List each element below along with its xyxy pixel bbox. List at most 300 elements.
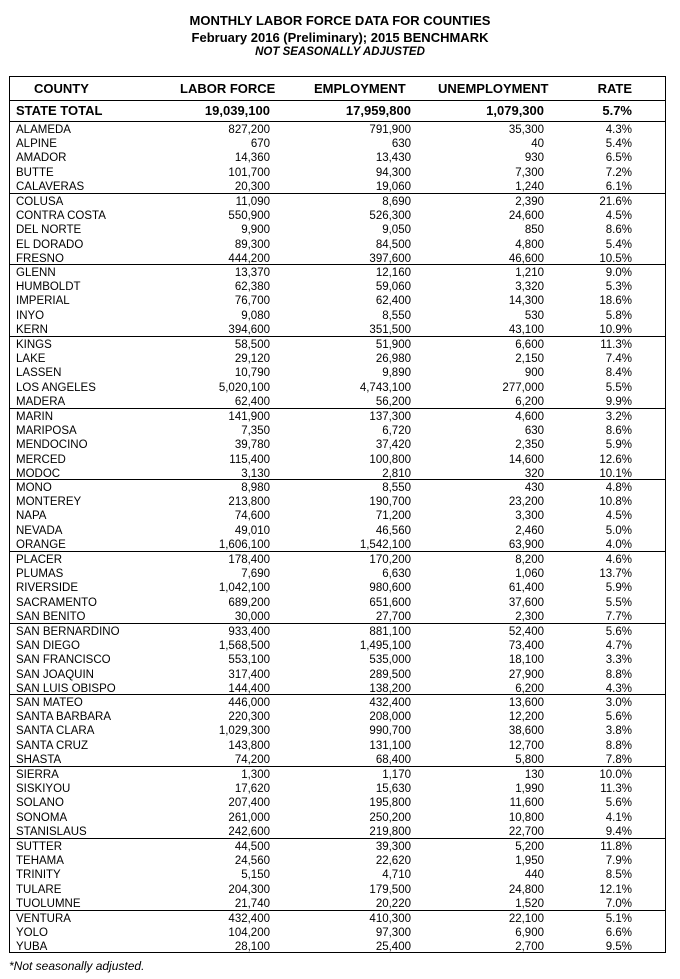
county-group	[10, 194, 665, 265]
employment-value: 46,560	[375, 524, 411, 537]
rate-value: 9.0%	[605, 267, 632, 279]
unemployment-value: 11,600	[509, 797, 544, 810]
county-name: LASSEN	[16, 367, 62, 380]
employment-value: 526,300	[369, 210, 411, 223]
county-name: STANISLAUS	[16, 825, 87, 838]
rate-value: 10.5%	[599, 252, 632, 265]
labor-force-value: 394,600	[228, 323, 270, 336]
employment-value: 59,060	[375, 281, 411, 294]
county-name: CALAVERAS	[16, 180, 85, 193]
rate-value: 10.9%	[599, 323, 632, 336]
employment-value: 15,630	[375, 783, 411, 796]
unemployment-value: 8,200	[515, 554, 544, 566]
table-row	[10, 238, 665, 252]
unemployment-value: 10,800	[508, 811, 544, 824]
labor-force-value: 13,370	[234, 267, 270, 279]
rate-value: 6.5%	[605, 152, 632, 165]
labor-force-value: 30,000	[234, 610, 270, 623]
employment-value: 1,170	[382, 769, 411, 781]
county-name: SUTTER	[16, 841, 62, 853]
county-name: GLENN	[16, 267, 56, 279]
county-name: PLUMAS	[16, 568, 64, 581]
employment-value: 94,300	[375, 166, 411, 179]
rate-value: 8.4%	[605, 367, 632, 380]
column-header-employment: EMPLOYMENT	[314, 81, 406, 96]
employment-value: 990,700	[369, 725, 411, 738]
unemployment-value: 5,200	[515, 841, 544, 853]
unemployment-value: 2,390	[515, 196, 544, 208]
labor-force-value: 689,200	[228, 596, 270, 609]
county-name: SACRAMENTO	[16, 596, 97, 609]
employment-value: 1,542,100	[359, 538, 411, 551]
county-name: NAPA	[16, 510, 47, 523]
table-row	[10, 395, 665, 409]
labor-force-value: 550,900	[228, 210, 270, 223]
rate-value: 6.1%	[605, 180, 632, 193]
county-name: SOLANO	[16, 797, 64, 810]
table-row	[10, 897, 665, 911]
county-name: VENTURA	[16, 913, 71, 925]
county-name: INYO	[16, 309, 45, 322]
table-row	[10, 653, 665, 667]
county-name: TULARE	[16, 883, 62, 896]
table-row	[10, 180, 665, 194]
unemployment-value: 37,600	[508, 596, 544, 609]
rate-value: 7.7%	[605, 610, 632, 623]
unemployment-value: 440	[524, 869, 544, 882]
rate-value: 4.3%	[605, 124, 632, 136]
labor-force-value: 8,980	[241, 482, 270, 494]
rate-value: 8.8%	[605, 668, 632, 681]
labor-force-value: 143,800	[228, 739, 270, 752]
state-total-rate: 5.7%	[602, 103, 632, 118]
unemployment-value: 61,400	[508, 582, 544, 595]
table-row	[10, 509, 665, 523]
table-row	[10, 840, 665, 854]
labor-force-value: 9,900	[241, 224, 270, 237]
employment-value: 535,000	[369, 654, 411, 667]
rate-value: 5.3%	[605, 281, 632, 294]
table-row	[10, 768, 665, 782]
table-row	[10, 381, 665, 395]
employment-value: 170,200	[369, 554, 411, 566]
labor-force-value: 5,020,100	[218, 381, 270, 394]
unemployment-value: 18,100	[508, 654, 544, 667]
labor-force-value: 24,560	[234, 855, 270, 868]
employment-value: 195,800	[369, 797, 411, 810]
table-row	[10, 868, 665, 882]
employment-value: 630	[391, 138, 411, 151]
county-name: ALAMEDA	[16, 124, 71, 136]
rate-value: 5.6%	[605, 626, 632, 638]
table-row	[10, 682, 665, 696]
employment-value: 4,710	[382, 869, 411, 882]
unemployment-value: 63,900	[508, 538, 544, 551]
rate-value: 5.8%	[605, 309, 632, 322]
unemployment-value: 2,350	[515, 439, 544, 452]
unemployment-value: 4,800	[515, 238, 544, 251]
rate-value: 5.4%	[605, 138, 632, 151]
table-row	[10, 338, 665, 352]
table-row	[10, 209, 665, 223]
county-name: FRESNO	[16, 252, 64, 265]
table-row	[10, 495, 665, 509]
table-row	[10, 137, 665, 151]
labor-force-value: 553,100	[228, 654, 270, 667]
employment-value: 179,500	[369, 883, 411, 896]
table-row	[10, 438, 665, 452]
unemployment-value: 24,800	[508, 883, 544, 896]
labor-force-value: 29,120	[234, 353, 270, 366]
unemployment-value: 1,240	[515, 180, 544, 193]
labor-force-value: 62,400	[234, 395, 270, 408]
county-name: TUOLUMNE	[16, 897, 81, 910]
table-row	[10, 854, 665, 868]
county-group	[10, 911, 665, 952]
county-name: ALPINE	[16, 138, 57, 151]
employment-value: 26,980	[375, 353, 411, 366]
labor-force-value: 1,042,100	[218, 582, 270, 595]
column-header-county: COUNTY	[34, 81, 89, 96]
unemployment-value: 22,100	[508, 913, 544, 925]
employment-value: 137,300	[369, 411, 411, 423]
county-group	[10, 122, 665, 194]
rate-value: 4.1%	[605, 811, 632, 824]
employment-value: 131,100	[369, 739, 411, 752]
rate-value: 11.8%	[600, 841, 632, 853]
rate-value: 3.3%	[605, 654, 632, 667]
column-header-unemployment: UNEMPLOYMENT	[438, 81, 549, 96]
unemployment-value: 24,600	[508, 210, 544, 223]
unemployment-value: 630	[524, 425, 544, 438]
table-row	[10, 926, 665, 940]
labor-force-value: 670	[250, 138, 270, 151]
unemployment-value: 13,600	[508, 697, 544, 709]
rate-value: 10.1%	[599, 467, 632, 480]
labor-force-value: 207,400	[228, 797, 270, 810]
labor-force-value: 74,200	[234, 753, 270, 766]
labor-force-value: 28,100	[234, 941, 270, 954]
unemployment-value: 4,600	[515, 411, 544, 423]
unemployment-value: 12,200	[508, 711, 544, 724]
employment-value: 791,900	[369, 124, 411, 136]
state-total-row	[10, 100, 665, 122]
unemployment-value: 1,520	[515, 897, 544, 910]
table-row	[10, 753, 665, 767]
employment-value: 397,600	[369, 252, 411, 265]
rate-value: 5.4%	[605, 238, 632, 251]
labor-force-value: 220,300	[228, 711, 270, 724]
labor-force-value: 115,400	[229, 453, 270, 466]
rate-value: 4.0%	[605, 538, 632, 551]
rate-value: 7.9%	[605, 855, 632, 868]
labor-force-value: 58,500	[234, 339, 270, 351]
employment-value: 22,620	[375, 855, 411, 868]
employment-value: 51,900	[375, 339, 411, 351]
table-row	[10, 294, 665, 308]
rate-value: 3.2%	[605, 411, 632, 423]
table-row	[10, 724, 665, 738]
adjustment-note: NOT SEASONALLY ADJUSTED	[255, 46, 425, 58]
employment-value: 37,420	[375, 439, 411, 452]
table-row	[10, 696, 665, 710]
rate-value: 9.5%	[605, 941, 632, 954]
employment-value: 190,700	[369, 496, 411, 509]
rate-value: 5.9%	[605, 582, 632, 595]
labor-force-value: 3,130	[241, 467, 270, 480]
employment-value: 410,300	[369, 913, 411, 925]
county-group	[10, 409, 665, 480]
county-group	[10, 767, 665, 839]
county-name: MENDOCINO	[16, 439, 88, 452]
employment-value: 12,160	[375, 267, 411, 279]
rate-value: 5.1%	[605, 913, 632, 925]
county-group	[10, 265, 665, 337]
employment-value: 8,550	[382, 309, 411, 322]
employment-value: 250,200	[369, 811, 411, 824]
rate-value: 18.6%	[599, 295, 632, 308]
labor-force-value: 17,620	[234, 783, 270, 796]
unemployment-value: 530	[524, 309, 544, 322]
employment-value: 71,200	[375, 510, 411, 523]
unemployment-value: 6,600	[515, 339, 544, 351]
labor-force-value: 213,800	[228, 496, 270, 509]
county-name: YUBA	[16, 941, 48, 954]
labor-force-value: 317,400	[228, 668, 270, 681]
employment-value: 289,500	[369, 668, 411, 681]
county-name: SAN JOAQUIN	[16, 668, 94, 681]
table-row	[10, 366, 665, 380]
column-header-rate: RATE	[597, 81, 632, 96]
unemployment-value: 900	[524, 367, 544, 380]
rate-value: 13.7%	[599, 568, 632, 581]
rate-value: 9.9%	[605, 395, 632, 408]
unemployment-value: 3,300	[515, 510, 544, 523]
table-row	[10, 280, 665, 294]
rate-value: 21.6%	[599, 196, 632, 208]
county-group	[10, 337, 665, 409]
labor-force-value: 21,740	[234, 897, 270, 910]
unemployment-value: 2,300	[515, 610, 544, 623]
unemployment-value: 430	[524, 482, 544, 494]
unemployment-value: 46,600	[508, 252, 544, 265]
labor-force-table	[9, 76, 666, 953]
state-total-unemployment: 1,079,300	[486, 103, 544, 118]
labor-force-value: 261,000	[228, 811, 270, 824]
county-name: LAKE	[16, 353, 46, 366]
labor-force-value: 39,780	[234, 439, 270, 452]
unemployment-value: 6,200	[515, 682, 544, 695]
labor-force-value: 7,690	[241, 568, 270, 581]
rate-value: 12.6%	[599, 453, 632, 466]
county-name: YOLO	[16, 927, 48, 940]
employment-value: 9,890	[382, 367, 411, 380]
county-name: LOS ANGELES	[16, 381, 96, 394]
labor-force-value: 444,200	[228, 252, 270, 265]
unemployment-value: 2,460	[515, 524, 544, 537]
unemployment-value: 6,200	[515, 395, 544, 408]
county-name: PLACER	[16, 554, 63, 566]
labor-force-value: 104,200	[228, 927, 270, 940]
state-total-label: STATE TOTAL	[16, 103, 103, 118]
county-name: KERN	[16, 323, 48, 336]
unemployment-value: 23,200	[508, 496, 544, 509]
county-name: DEL NORTE	[16, 224, 82, 237]
county-name: SAN FRANCISCO	[16, 654, 111, 667]
employment-value: 138,200	[369, 682, 411, 695]
county-name: SONOMA	[16, 811, 68, 824]
rate-value: 11.3%	[600, 339, 632, 351]
table-row	[10, 151, 665, 165]
rate-value: 5.6%	[605, 797, 632, 810]
unemployment-value: 320	[524, 467, 544, 480]
rate-value: 11.3%	[600, 783, 632, 796]
county-group	[10, 552, 665, 624]
unemployment-value: 3,320	[515, 281, 544, 294]
county-name: MODOC	[16, 467, 61, 480]
labor-force-value: 89,300	[234, 238, 270, 251]
rate-value: 7.8%	[605, 753, 632, 766]
table-row	[10, 581, 665, 595]
employment-value: 68,400	[375, 753, 411, 766]
county-name: CONTRA COSTA	[16, 210, 106, 223]
county-name: MONO	[16, 482, 52, 494]
labor-force-value: 101,700	[228, 166, 270, 179]
unemployment-value: 130	[524, 769, 544, 781]
rate-value: 3.0%	[605, 697, 632, 709]
employment-value: 219,800	[369, 825, 411, 838]
unemployment-value: 1,950	[515, 855, 544, 868]
labor-force-value: 76,700	[234, 295, 270, 308]
unemployment-value: 930	[524, 152, 544, 165]
rate-value: 4.7%	[605, 640, 632, 653]
employment-value: 62,400	[375, 295, 411, 308]
employment-value: 100,800	[369, 453, 411, 466]
employment-value: 39,300	[375, 841, 411, 853]
county-name: SAN LUIS OBISPO	[16, 682, 116, 695]
labor-force-value: 144,400	[228, 682, 270, 695]
county-name: SANTA BARBARA	[16, 711, 112, 724]
employment-value: 651,600	[369, 596, 411, 609]
rate-value: 12.1%	[599, 883, 632, 896]
unemployment-value: 35,300	[508, 124, 544, 136]
unemployment-value: 40	[531, 138, 544, 151]
county-group	[10, 480, 665, 552]
labor-force-value: 74,600	[234, 510, 270, 523]
labor-force-value: 1,568,500	[218, 640, 270, 653]
county-name: MARIN	[16, 411, 54, 423]
unemployment-value: 12,700	[508, 739, 544, 752]
table-row	[10, 596, 665, 610]
labor-force-value: 1,300	[241, 769, 270, 781]
table-row	[10, 567, 665, 581]
table-row	[10, 223, 665, 237]
county-name: ORANGE	[16, 538, 66, 551]
county-name: SAN DIEGO	[16, 640, 80, 653]
table-row	[10, 610, 665, 624]
rate-value: 5.5%	[605, 596, 632, 609]
table-row	[10, 424, 665, 438]
employment-value: 1,495,100	[359, 640, 411, 653]
labor-force-value: 14,360	[234, 152, 270, 165]
employment-value: 84,500	[375, 238, 411, 251]
county-name: IMPERIAL	[16, 295, 70, 308]
county-name: SANTA CLARA	[16, 725, 95, 738]
labor-force-value: 933,400	[228, 626, 270, 638]
employment-value: 56,200	[375, 395, 411, 408]
page-subtitle: February 2016 (Preliminary); 2015 BENCHMARK	[191, 30, 489, 45]
table-row	[10, 825, 665, 839]
table-row	[10, 883, 665, 897]
labor-force-value: 5,150	[241, 869, 270, 882]
county-name: RIVERSIDE	[16, 582, 78, 595]
employment-value: 13,430	[375, 152, 411, 165]
rate-value: 5.6%	[605, 711, 632, 724]
labor-force-value: 10,790	[234, 367, 270, 380]
unemployment-value: 2,150	[515, 353, 544, 366]
unemployment-value: 52,400	[508, 626, 544, 638]
table-row	[10, 309, 665, 323]
column-header-labor-force: LABOR FORCE	[180, 81, 276, 96]
unemployment-value: 38,600	[508, 725, 544, 738]
labor-force-value: 242,600	[228, 825, 270, 838]
unemployment-value: 2,700	[515, 941, 544, 954]
employment-value: 20,220	[375, 897, 411, 910]
employment-value: 8,550	[382, 482, 411, 494]
employment-value: 6,630	[382, 568, 411, 581]
table-row	[10, 782, 665, 796]
rate-value: 10.0%	[599, 769, 632, 781]
labor-force-value: 20,300	[234, 180, 270, 193]
unemployment-value: 14,300	[508, 295, 544, 308]
rate-value: 9.4%	[605, 825, 632, 838]
rate-value: 3.8%	[605, 725, 632, 738]
county-name: COLUSA	[16, 196, 64, 208]
rate-value: 8.6%	[605, 224, 632, 237]
rate-value: 4.5%	[605, 210, 632, 223]
labor-force-value: 11,090	[235, 196, 270, 208]
page-title: MONTHLY LABOR FORCE DATA FOR COUNTIES	[189, 13, 491, 28]
unemployment-value: 14,600	[508, 453, 544, 466]
table-row	[10, 524, 665, 538]
labor-force-value: 1,606,100	[218, 538, 270, 551]
labor-force-value: 49,010	[234, 524, 270, 537]
rate-value: 5.5%	[605, 381, 632, 394]
labor-force-value: 44,500	[234, 841, 270, 853]
rate-value: 4.5%	[605, 510, 632, 523]
table-row	[10, 410, 665, 424]
table-row	[10, 195, 665, 209]
state-total-labor-force: 19,039,100	[204, 103, 270, 118]
employment-value: 4,743,100	[359, 381, 411, 394]
table-row	[10, 481, 665, 495]
employment-value: 25,400	[375, 941, 411, 954]
labor-force-value: 62,380	[234, 281, 270, 294]
table-row	[10, 796, 665, 810]
table-row	[10, 352, 665, 366]
county-name: TRINITY	[16, 869, 61, 882]
county-name: NEVADA	[16, 524, 63, 537]
rate-value: 7.0%	[605, 897, 632, 910]
employment-value: 881,100	[369, 626, 411, 638]
labor-force-value: 827,200	[228, 124, 270, 136]
unemployment-value: 73,400	[508, 640, 544, 653]
employment-value: 6,720	[382, 425, 411, 438]
state-total-employment: 17,959,800	[345, 103, 411, 118]
county-name: EL DORADO	[16, 238, 84, 251]
labor-force-value: 204,300	[228, 883, 270, 896]
labor-force-value: 1,029,300	[218, 725, 270, 738]
